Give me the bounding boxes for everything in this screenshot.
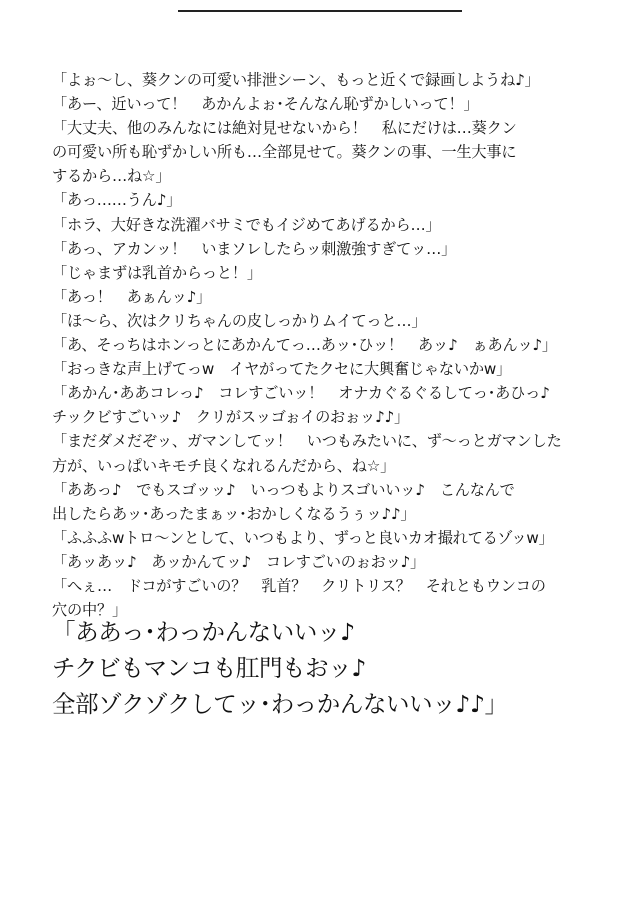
dialogue-line: 「あ、そっちはホンっとにあかんてっ…あッ･ひッ！ あッ♪ ぁあんッ♪」 <box>52 336 557 355</box>
dialogue-line: 「あッあッ♪ あッかんてッ♪ コレすごいのぉおッ♪」 <box>52 552 426 571</box>
shout-text-block <box>52 614 612 722</box>
dialogue-line: するから…ね☆」 <box>52 167 171 186</box>
dialogue-line: 「あー、近いって！ あかんよぉ･そんなん恥ずかしいって！」 <box>52 95 479 114</box>
dialogue-line: 「あかん･ああコレっ♪ コレすごいッ！ オナカぐるぐるしてっ･あひっ♪ <box>52 384 550 403</box>
dialogue-line: 「ホラ、大好きな洗濯バサミでもイジめてあげるから…」 <box>52 215 441 234</box>
dialogue-line: チックビすごいッ♪ クリがスッゴぉイのおぉッ♪♪」 <box>52 408 409 427</box>
shout-line: チクビもマンコも肛門もおッ♪ <box>52 654 366 682</box>
dialogue-line: 「じゃまずは乳首からっと！」 <box>52 263 262 282</box>
dialogue-line: 「大丈夫、他のみんなには絶対見せないから！ 私にだけは…葵クン <box>52 119 517 138</box>
dialogue-line: 「おっきな声上げてっw イヤがってたクセに大興奮じゃないかw」 <box>52 360 512 379</box>
dialogue-line: 穴の中？」 <box>52 601 127 620</box>
dialogue-line: 「まだダメだぞッ、ガマンしてッ！ いつもみたいに、ず～っとガマンした <box>52 432 562 451</box>
dialogue-line: 「よぉ～し、葵クンの可愛い排泄シーン、もっと近くで録画しようね♪」 <box>52 71 540 89</box>
dialogue-line: 「ああっ♪ でもスゴッッ♪ いっつもよりスゴいいッ♪ こんなんで <box>52 480 515 499</box>
dialogue-line: 出したらあッ･あったまぁッ･おかしくなるうぅッ♪♪」 <box>52 504 416 523</box>
dialogue-line: 「あっ！ あぁんッ♪」 <box>52 287 212 306</box>
dialogue-line: 「あっ……うん♪」 <box>52 191 182 210</box>
dialogue-line: 「へぇ… ドコがすごいの？ 乳首？ クリトリス？ それともウンコの <box>52 576 546 595</box>
shout-line: 全部ゾクゾクしてッ･わっかんないいッ♪♪」 <box>52 690 508 718</box>
dialogue-line: 方が、いっぱいキモチ良くなれるんだから、ね☆」 <box>52 456 396 475</box>
top-divider-rule <box>178 10 462 12</box>
dialogue-line: 「ほ～ら、次はクリちゃんの皮しっかりムイてっと…」 <box>52 311 427 330</box>
dialogue-text-block <box>52 68 592 622</box>
dialogue-line: 「あっ、アカンッ！ いまソレしたらッ刺激強すぎてッ…」 <box>52 239 457 258</box>
shout-line: 「ああっ･わっかんないいッ♪ <box>52 618 355 646</box>
dialogue-line: 「ふふふwトロ～ンとして、いつもより、ずっと良いカオ撮れてるゾッw」 <box>52 528 554 547</box>
dialogue-line: の可愛い所も恥ずかしい所も…全部見せて。葵クンの事、一生大事に <box>52 143 517 162</box>
